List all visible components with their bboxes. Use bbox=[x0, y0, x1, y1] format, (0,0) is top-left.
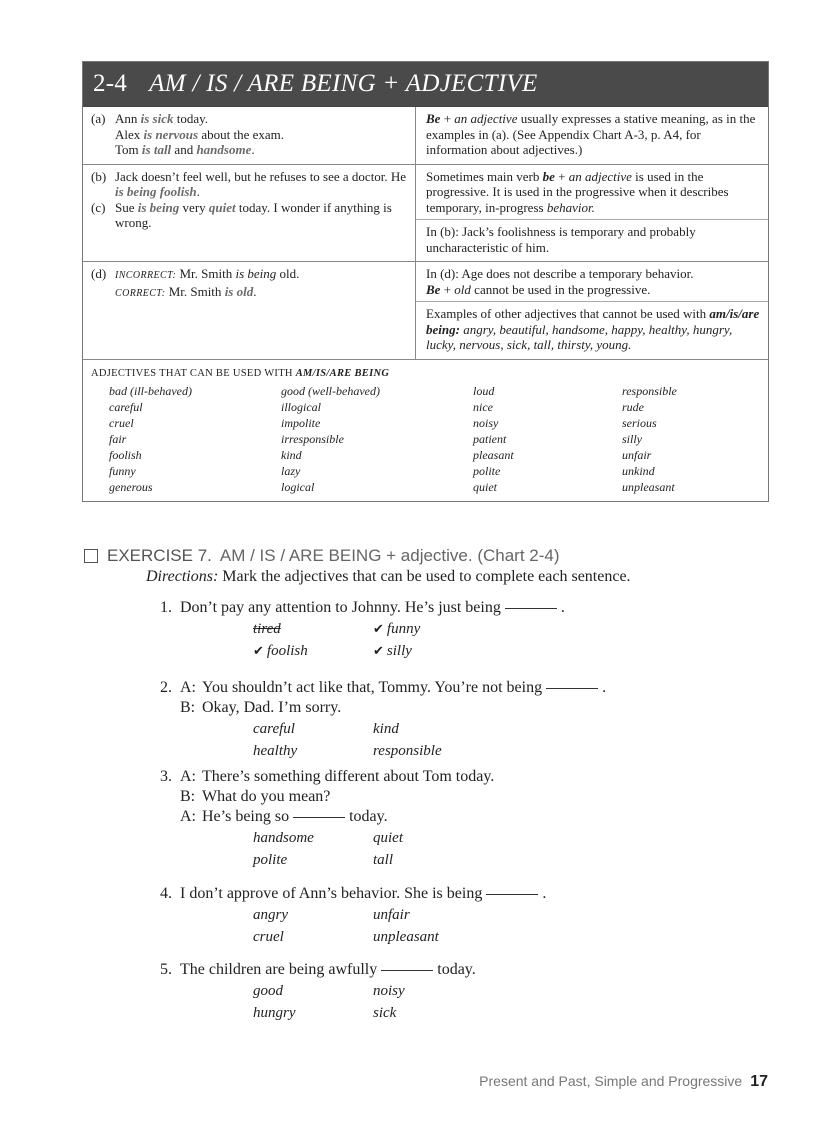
example-line: Alex is nervous about the exam. bbox=[115, 126, 284, 142]
example-line: Tom is tall and handsome. bbox=[115, 142, 255, 157]
explanation-cell: In (d): Age does not describe a temporary behavior. Be + old cannot be used in the progressive. Examples of other adjectives that cannot be used with am/is/are being: angry, beautiful, handsome, happy, healthy, hungry, lucky, nervous, sick, tall, thirsty, young. bbox=[416, 262, 768, 359]
choice-option[interactable]: healthy bbox=[253, 743, 298, 759]
question-5: 5. The children are being awfully today. good noisy hungry sick bbox=[146, 960, 493, 1024]
answer-blank[interactable] bbox=[546, 687, 598, 689]
choice-option[interactable]: tall bbox=[373, 852, 394, 868]
examples-cell bbox=[83, 165, 416, 262]
question-2: 2. A: You shouldn’t act like that, Tommy. You’re not being . B: Okay, Dad. I’m sorry. careful kind healthy responsible bbox=[146, 678, 606, 762]
adjectives-grid bbox=[83, 383, 768, 501]
chart-row-d bbox=[83, 262, 768, 360]
page-footer bbox=[479, 1073, 768, 1091]
choice-option[interactable]: noisy bbox=[373, 983, 405, 999]
incorrect-line: INCORRECT: Mr. Smith is being old. bbox=[115, 266, 300, 281]
adjectives-title: ADJECTIVES THAT CAN BE USED WITH AM/IS/ARE BEING bbox=[91, 367, 390, 379]
explanation-text: In (b): Jack’s foolishness is temporary and probably uncharacteristic of him. bbox=[426, 224, 696, 255]
chart-row-a bbox=[83, 107, 768, 165]
choice-option[interactable]: handsome bbox=[253, 830, 314, 846]
checkmark-icon: ✔ bbox=[373, 643, 384, 658]
adjectives-column: responsible rude serious silly unfair unkind unpleasant bbox=[622, 383, 677, 494]
chart-number: 2-4 bbox=[93, 70, 128, 97]
example-label: (c) bbox=[91, 199, 106, 215]
choice-grid bbox=[253, 827, 494, 871]
explanation-cell: Sometimes main verb be + an adjective is used in the progressive. It is used in the progressive when it describes temporary, in-progress behavior. In (b): Jack’s foolishness is temporary and probably uncharacteristic of him. bbox=[416, 165, 768, 262]
example-line: Sue is being very quiet today. I wonder if anything is wrong. bbox=[115, 199, 392, 230]
choice-option[interactable]: kind bbox=[373, 721, 399, 737]
explanation-text: In (d): Age does not describe a temporary behavior. bbox=[426, 266, 694, 281]
grammar-chart bbox=[82, 61, 769, 502]
checkmark-icon: ✔ bbox=[253, 643, 264, 658]
example-label: (b) bbox=[91, 168, 107, 184]
choice-option[interactable]: tired bbox=[253, 621, 281, 637]
exercise-label: EXERCISE 7. bbox=[107, 546, 212, 565]
choice-option[interactable]: ✔ funny bbox=[373, 621, 421, 637]
explanation-cell: Be + an adjective usually expresses a stative meaning, as in the examples in (a). (See Appendix Chart A-3, p. A4, for information about adjectives.) bbox=[426, 111, 756, 157]
choice-grid bbox=[253, 980, 493, 1024]
answer-blank[interactable] bbox=[486, 893, 538, 895]
chart-row-bc bbox=[83, 165, 768, 263]
choice-grid bbox=[253, 718, 606, 762]
directions: Directions: Mark the adjectives that can be used to complete each sentence. bbox=[146, 568, 631, 585]
answer-blank[interactable] bbox=[293, 816, 345, 818]
question-4: 4. I don’t approve of Ann’s behavior. She is being . angry unfair cruel unpleasant bbox=[146, 884, 546, 948]
checkmark-icon: ✔ bbox=[373, 621, 384, 636]
choice-option[interactable]: polite bbox=[253, 852, 288, 868]
choice-option[interactable]: angry bbox=[253, 907, 288, 923]
examples-cell bbox=[83, 262, 416, 359]
chart-header bbox=[83, 62, 768, 107]
example-line: Jack doesn’t feel well, but he refuses to see a doctor. He is being foolish. bbox=[115, 168, 407, 199]
adjectives-column: loud nice noisy patient pleasant polite quiet bbox=[473, 383, 514, 494]
choice-option[interactable]: unpleasant bbox=[373, 929, 439, 945]
choice-option[interactable]: quiet bbox=[373, 830, 403, 846]
correct-line: CORRECT: Mr. Smith is old. bbox=[115, 283, 257, 299]
choice-grid bbox=[253, 904, 546, 948]
answer-blank[interactable] bbox=[505, 607, 557, 609]
choice-option[interactable]: hungry bbox=[253, 1005, 296, 1021]
divider bbox=[416, 301, 768, 302]
examples-cell bbox=[83, 107, 416, 164]
choice-option[interactable]: unfair bbox=[373, 907, 410, 923]
choice-option[interactable]: responsible bbox=[373, 743, 442, 759]
answer-blank[interactable] bbox=[381, 969, 433, 971]
choice-option[interactable]: good bbox=[253, 983, 283, 999]
chart-title: AM / IS / ARE BEING + ADJECTIVE bbox=[149, 70, 538, 97]
page-number: 17 bbox=[750, 1073, 768, 1090]
exercise-heading bbox=[84, 546, 560, 566]
divider bbox=[416, 219, 768, 220]
question-1: 1. Don’t pay any attention to Johnny. He’s just being . tired ✔ funny ✔ foolish ✔ silly bbox=[146, 598, 565, 662]
example-line: Ann is sick today. bbox=[115, 111, 209, 126]
exercise-title: AM / IS / ARE BEING + adjective. (Chart 2-4) bbox=[219, 546, 560, 565]
choice-option[interactable]: ✔ foolish bbox=[253, 643, 308, 659]
choice-option[interactable]: ✔ silly bbox=[373, 643, 412, 659]
adjectives-column: good (well-behaved) illogical impolite irresponsible kind lazy logical bbox=[281, 383, 380, 494]
question-3: 3. A: There’s something different about Tom today. B: What do you mean? A: He’s being so today. handsome quiet polite tall bbox=[146, 767, 494, 871]
choice-option[interactable]: careful bbox=[253, 721, 295, 737]
example-label: (a) bbox=[91, 111, 106, 126]
exercise-checkbox[interactable] bbox=[84, 549, 98, 563]
adjectives-box bbox=[83, 360, 768, 501]
adjectives-column: bad (ill-behaved) careful cruel fair foolish funny generous bbox=[109, 383, 192, 494]
choice-grid bbox=[253, 618, 565, 662]
running-footer: Present and Past, Simple and Progressive bbox=[479, 1073, 743, 1089]
choice-option[interactable]: sick bbox=[373, 1005, 397, 1021]
example-label: (d) bbox=[91, 266, 107, 281]
choice-option[interactable]: cruel bbox=[253, 929, 284, 945]
